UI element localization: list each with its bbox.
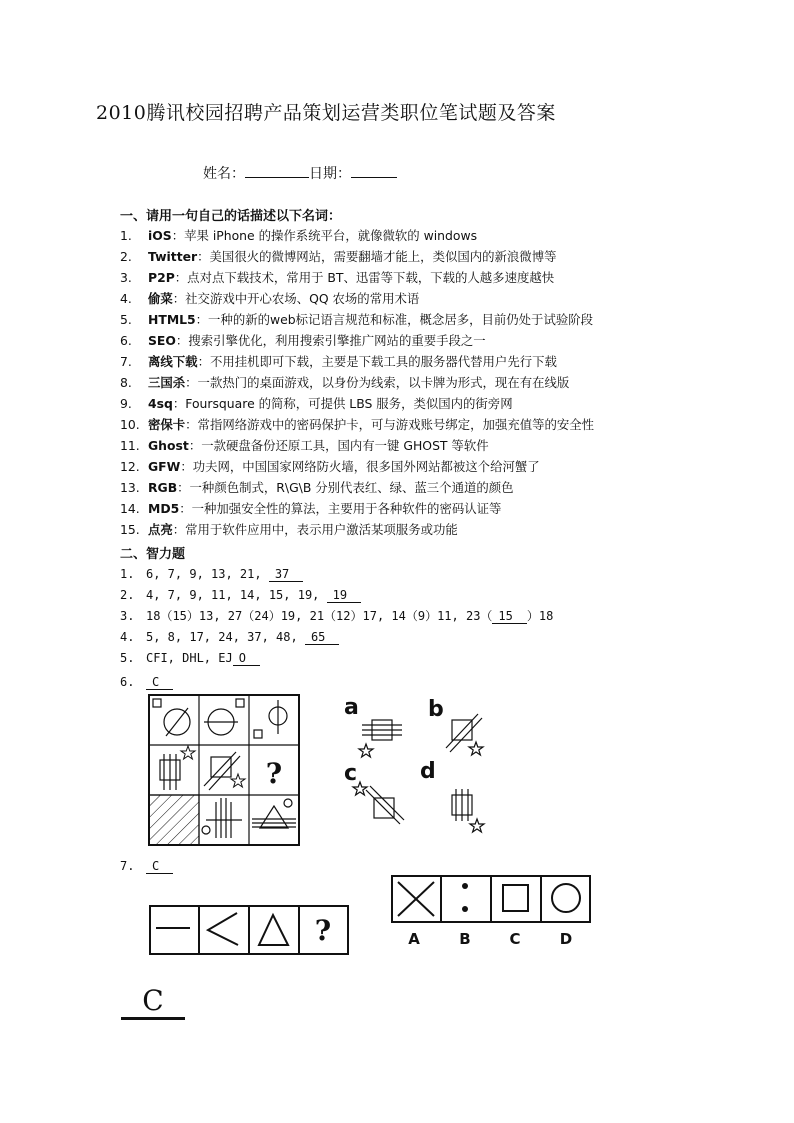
term-number: 7. [120,354,132,369]
term-number: 3. [120,270,132,285]
question-answer: 37 [269,567,303,582]
question-answer: 15 [492,609,526,624]
question-stem: 4, 7, 9, 11, 14, 15, 19, [146,588,327,602]
term-text [148,312,593,328]
final-answer: C [121,985,185,1020]
term-name: HTML5 [148,312,196,327]
term-number: 5. [120,312,132,327]
term-number: 4. [120,291,132,306]
term-name: MD5 [148,501,180,516]
term-number: 14. [120,501,140,516]
term-description: ：常用于软件应用中，表示用户激活某项服务或功能 [172,522,458,537]
term-name: Ghost [148,438,189,453]
term-name: 密保卡 [148,417,186,432]
term-name: Twitter [148,249,198,264]
name-date-line [203,163,397,183]
term-description: ：一种加强安全性的算法，主要用于各种软件的密码认证等 [179,501,502,516]
puzzle6-grid [148,694,300,846]
option-B-label: B [459,930,471,948]
section2-heading: 二、智力题 [120,547,186,562]
question-number: 4. [120,630,135,644]
term-text [148,354,557,370]
term-description: ：一款热门的桌面游戏，以身份为线索，以卡牌为形式，现在有在线版 [185,375,570,390]
term-text [148,270,554,286]
term-description: ：美国很火的微博网站，需要翻墙才能上，类似国内的新浪微博等 [197,249,557,264]
term-description: ：不用挂机即可下载，主要是下载工具的服务器代替用户先行下载 [197,354,557,369]
term-text [148,480,514,496]
term-number: 11. [120,438,140,453]
puzzle6-question-mark: ? [265,757,283,790]
date-field[interactable] [351,163,397,178]
term-text [148,333,486,349]
page-title: 2010腾讯校园招聘产品策划运营类职位笔试题及答案 [96,102,556,124]
term-number: 8. [120,375,132,390]
question-number: 7. [120,859,135,873]
term-description: ：一种的新的web标记语言规范和标准，概念居多，目前仍处于试验阶段 [195,312,594,327]
term-name: SEO [148,333,176,348]
term-number: 9. [120,396,132,411]
term-text [148,522,458,538]
question-answer: 65 [305,630,339,645]
term-description: ：苹果 iPhone 的操作系统平台，就像微软的 windows [171,228,478,243]
question-stem: 5, 8, 17, 24, 37, 48, [146,630,305,644]
term-number: 2. [120,249,132,264]
term-description: ：Foursquare 的简称，可提供 LBS 服务，类似国内的街旁网 [172,396,513,411]
question-text [146,650,260,666]
term-description: ：一种颜色制式，R\G\B 分别代表红、绿、蓝三个通道的颜色 [177,480,514,495]
puzzle6-options [340,694,500,844]
term-text [148,438,489,454]
term-number: 13. [120,480,140,495]
term-description: ：功夫网，中国国家网络防火墙，很多国外网站都被这个给河蟹了 [180,459,540,474]
section1-heading: 一、请用一句自己的话描述以下名词： [120,209,342,224]
option-A-label: A [408,930,420,948]
term-name: 4sq [148,396,173,411]
term-text [148,291,419,307]
term-name: 离线下载 [148,354,198,369]
puzzle7-sequence [148,905,350,955]
term-description: ：点对点下载技术，常用于 BT、迅雷等下载，下载的人越多速度越快 [174,270,555,285]
term-name: 三国杀 [148,375,186,390]
question-text [146,629,339,645]
option-C-label: C [509,930,521,948]
term-number: 10. [120,417,140,432]
term-name: P2P [148,270,175,285]
name-label: 姓名： [203,166,245,182]
question-number: 2. [120,588,135,602]
option-c-label: c [344,761,358,786]
term-description: ：搜索引擎优化，利用搜索引擎推广网站的重要手段之一 [175,333,486,348]
question-number: 1. [120,567,135,581]
question-number: 3. [120,609,135,623]
term-name: RGB [148,480,178,495]
question-stem: 6, 7, 9, 13, 21, [146,567,269,581]
question-text [146,858,173,874]
question-number: 6. [120,675,135,689]
option-a-label: a [344,695,359,720]
option-D-label: D [559,930,573,948]
date-label: 日期： [309,166,351,182]
term-name: GFW [148,459,181,474]
question-tail: ）18 [526,609,554,623]
term-text [148,249,556,265]
name-field[interactable] [245,163,309,178]
term-number: 6. [120,333,132,348]
term-number: 15. [120,522,140,537]
question-stem: CFI, DHL, EJ [146,651,233,665]
term-text [148,228,477,244]
question-text [146,587,361,603]
term-description: ：一款硬盘备份还原工具，国内有一键 GHOST 等软件 [188,438,489,453]
term-description: ：常指网络游戏中的密码保护卡，可与游戏账号绑定，加强充值等的安全性 [185,417,595,432]
option-d-label: d [420,759,436,784]
term-number: 12. [120,459,140,474]
question-answer: O [233,651,260,666]
term-number: 1. [120,228,132,243]
question-text [146,566,303,582]
question-answer: C [146,859,173,874]
question-stem: 18（15）13, 27（24）19, 21（12）17, 14（9）11, 23（ [146,609,493,623]
term-text [148,375,569,391]
question-answer: C [146,675,173,690]
term-name: iOS [148,228,172,243]
term-description: ：社交游戏中开心农场、QQ 农场的常用术语 [172,291,420,306]
option-b-label: b [428,697,444,722]
question-text [146,674,173,690]
term-text [148,459,540,475]
question-text [146,608,553,624]
term-name: 点亮 [148,522,173,537]
term-name: 偷菜 [148,291,173,306]
term-text [148,501,501,517]
question-answer: 19 [327,588,361,603]
term-text [148,396,513,412]
puzzle7-question-mark: ? [314,914,332,947]
term-text [148,417,594,433]
puzzle7-options [390,875,592,950]
question-number: 5. [120,651,135,665]
